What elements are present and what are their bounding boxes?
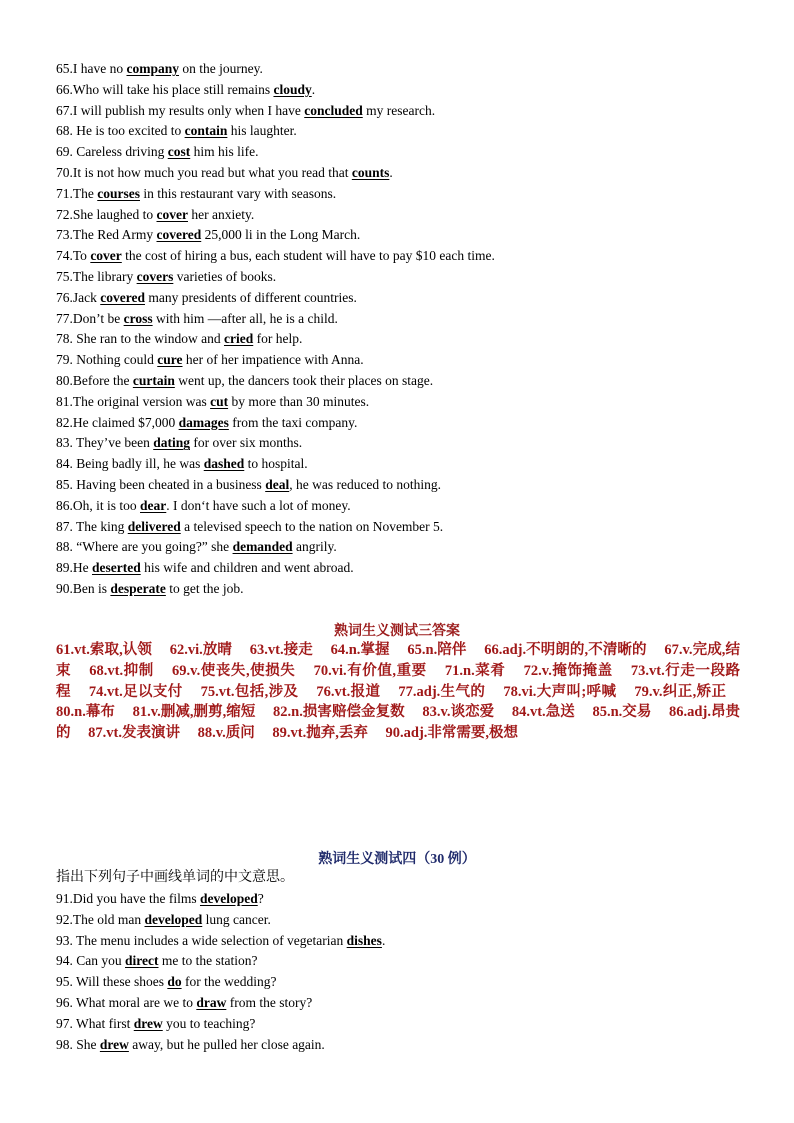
sentence-number: 66.	[56, 81, 73, 97]
sentence-text: .	[311, 81, 316, 97]
sentence-line	[56, 184, 756, 205]
sentence-number: 93.	[56, 932, 73, 948]
sentence-number: 97.	[56, 1015, 73, 1031]
sentence-text: He is too excited to	[72, 123, 185, 139]
sentence-text: angrily.	[292, 539, 337, 555]
answer-item: 79.v.纠正,矫正	[634, 683, 727, 700]
sentence-number: 84.	[56, 456, 73, 472]
sentence-line	[56, 993, 756, 1014]
underlined-word: dear	[140, 497, 167, 513]
sentence-text: with him —after all, he is a child.	[152, 310, 338, 326]
sentence-number: 87.	[56, 518, 73, 534]
sentence-text: , he was reduced to nothing.	[289, 476, 442, 492]
sentence-line	[56, 537, 756, 558]
underlined-word: dishes	[346, 932, 382, 948]
answer-item: 69.v.使丧失,使损失	[172, 662, 296, 679]
sentence-text: her anxiety.	[187, 206, 255, 222]
underlined-word: drew	[99, 1036, 129, 1052]
sentence-line	[56, 889, 756, 910]
underlined-word: do	[167, 974, 182, 990]
sentence-text: He	[72, 560, 92, 576]
answer-item: 87.vt.发表演讲	[88, 725, 180, 742]
sentence-number: 95.	[56, 974, 73, 990]
test4-instruction: 指出下列句子中画线单词的中文意思。	[56, 870, 294, 885]
underlined-word: developed	[199, 891, 258, 906]
sentence-line	[56, 413, 756, 434]
sentence-line	[56, 288, 756, 309]
sentence-text: my research.	[362, 102, 436, 118]
sentence-text: The library	[72, 268, 137, 284]
answer-item: 88.v.质问	[197, 725, 255, 742]
sentence-text: away, but he pulled her close again.	[128, 1036, 325, 1052]
sentence-number: 86.	[56, 497, 73, 513]
sentence-number: 85.	[56, 476, 73, 492]
underlined-word: demanded	[232, 539, 293, 555]
sentence-text: ?	[257, 891, 264, 906]
underlined-word: cover	[156, 206, 188, 222]
answer-item: 86.adj.昂贵的	[56, 704, 741, 742]
underlined-word: drew	[133, 1015, 163, 1031]
answers-title: 熟词生义测试三答案	[334, 624, 460, 639]
sentence-line	[56, 267, 756, 288]
sentence-text: Having been cheated in a business	[72, 476, 266, 492]
sentence-text: from the taxi company.	[228, 414, 358, 430]
sentence-text: for over six months.	[189, 435, 303, 451]
underlined-word: cloudy	[273, 81, 312, 97]
sentence-number: 70.	[56, 164, 73, 180]
sentence-text: What first	[72, 1015, 134, 1031]
sentence-line	[56, 910, 756, 931]
sentence-text: me to the station?	[158, 953, 258, 969]
sentence-number: 92.	[56, 911, 73, 927]
underlined-word: developed	[144, 911, 203, 927]
underlined-word: curtain	[132, 372, 175, 388]
sentence-number: 73.	[56, 227, 73, 243]
sentence-text: for help.	[253, 331, 303, 347]
sentence-line	[56, 142, 756, 163]
sentence-line	[56, 931, 756, 952]
sentence-number: 94.	[56, 953, 73, 969]
sentence-line	[56, 121, 756, 142]
answer-item: 73.vt.行走一段路程	[56, 662, 741, 700]
sentence-text: her of her impatience with Anna.	[182, 352, 364, 368]
test4-title: 熟词生义测试四（30 例）	[318, 852, 476, 867]
underlined-word: courses	[97, 185, 140, 201]
sentence-text: Ben is	[72, 580, 111, 596]
sentence-number: 76.	[56, 289, 73, 305]
answer-item: 70.vi.有价值,重要	[313, 662, 427, 679]
sentence-text: She ran to the window and	[72, 331, 224, 347]
answer-item: 66.adj.不明朗的,不清晰的	[484, 642, 647, 658]
sentence-text: varieties of books.	[173, 268, 277, 284]
answer-item: 78.vi.大声叫;呼喊	[503, 683, 617, 700]
sentence-text: Before the	[72, 372, 133, 388]
sentence-text: many presidents of different countries.	[144, 289, 357, 305]
sentence-text: I will publish my results only when I have	[72, 102, 305, 118]
answer-item: 64.n.掌握	[330, 642, 390, 658]
sentence-text: “Where are you going?” she	[72, 539, 233, 555]
underlined-word: covers	[136, 268, 174, 284]
sentence-line	[56, 225, 756, 246]
sentence-text: lung cancer.	[202, 911, 271, 927]
sentence-text: Did you have the films	[72, 891, 200, 906]
sentence-text: to get the job.	[165, 580, 244, 596]
sentence-text: She laughed to	[72, 206, 157, 222]
sentence-number: 71.	[56, 185, 73, 201]
answer-item: 71.n.菜肴	[444, 662, 506, 679]
answer-item: 68.vt.抑制	[89, 662, 154, 679]
sentence-text: He claimed $7,000	[72, 414, 179, 430]
sentence-text: Who will take his place still remains	[72, 81, 274, 97]
sentence-line	[56, 433, 756, 454]
answer-item: 65.n.陪伴	[407, 642, 467, 658]
sentence-line	[56, 951, 756, 972]
underlined-word: damages	[178, 414, 229, 430]
sentence-text: on the journey.	[179, 61, 263, 76]
sentence-text: for the wedding?	[181, 974, 277, 990]
underlined-word: draw	[196, 994, 227, 1010]
sentence-text: I have no	[72, 61, 127, 76]
answer-item: 84.vt.急送	[511, 704, 575, 721]
sentence-line	[56, 558, 756, 579]
sentence-text: Oh, it is too	[72, 497, 141, 513]
underlined-word: cut	[210, 393, 229, 409]
answer-item: 67.v.完成,结束	[56, 642, 741, 679]
answer-item: 61.vt.索取,认领	[56, 642, 152, 658]
underlined-word: counts	[351, 164, 390, 180]
underlined-word: company	[126, 61, 179, 76]
sentence-text: .	[389, 164, 393, 180]
sentence-text: The original version was	[72, 393, 211, 409]
sentence-text: .	[381, 932, 386, 948]
underlined-word: desperate	[110, 580, 166, 596]
sentence-line	[56, 371, 756, 392]
answer-item: 77.adj.生气的	[398, 683, 486, 700]
sentence-line	[56, 496, 756, 517]
sentence-text: They’ve been	[72, 435, 154, 451]
sentence-line	[56, 101, 756, 122]
sentence-text: Being badly ill, he was	[72, 456, 204, 472]
sentence-text: It is not how much you read but what you read that	[72, 164, 352, 180]
sentence-line	[56, 309, 756, 330]
sentence-line	[56, 246, 756, 267]
test3-sentence-list	[56, 59, 756, 600]
sentence-text: you to teaching?	[162, 1015, 256, 1031]
sentence-text: Can you	[72, 953, 125, 969]
sentence-number: 72.	[56, 206, 73, 222]
answer-item: 72.v.掩饰掩盖	[523, 662, 613, 679]
sentence-text: Will these shoes	[72, 974, 168, 990]
sentence-number: 90.	[56, 580, 73, 596]
sentence-number: 88.	[56, 539, 73, 555]
answers-block	[56, 640, 740, 744]
underlined-word: cross	[123, 310, 153, 326]
sentence-text: The old man	[72, 911, 145, 927]
sentence-number: 74.	[56, 248, 73, 264]
sentence-number: 81.	[56, 393, 73, 409]
sentence-text: To	[72, 248, 91, 264]
underlined-word: dating	[153, 435, 190, 451]
sentence-number: 75.	[56, 268, 73, 284]
answer-item: 63.vt.接走	[249, 642, 313, 658]
sentence-number: 65.	[56, 61, 73, 76]
sentence-text: Don’t be	[72, 310, 124, 326]
sentence-text: The Red Army	[72, 227, 157, 243]
underlined-word: dashed	[203, 456, 245, 472]
answer-item: 85.n.交易	[592, 704, 652, 721]
sentence-number: 89.	[56, 560, 73, 576]
sentence-text: by more than 30 minutes.	[228, 393, 370, 409]
sentence-text: Careless driving	[72, 144, 168, 160]
underlined-word: cure	[157, 352, 183, 368]
underlined-word: contain	[184, 123, 228, 139]
sentence-text: She	[72, 1036, 100, 1052]
underlined-word: deal	[265, 476, 290, 492]
sentence-line	[56, 454, 756, 475]
sentence-text: went up, the dancers took their places on stage.	[174, 372, 434, 388]
underlined-word: direct	[125, 953, 159, 969]
sentence-line	[56, 1014, 756, 1035]
answer-item: 82.n.损害赔偿金复数	[273, 704, 405, 721]
sentence-number: 82.	[56, 414, 73, 430]
answer-item: 76.vt.报道	[316, 683, 381, 700]
sentence-text: the cost of hiring a bus, each student will have to pay $10 each time.	[121, 248, 495, 264]
sentence-text: The menu includes a wide selection of vegetarian	[72, 932, 347, 948]
underlined-word: covered	[156, 227, 202, 243]
sentence-text: from the story?	[226, 994, 313, 1010]
sentence-number: 98.	[56, 1036, 73, 1052]
test4-sentence-list	[56, 889, 756, 1055]
answer-item: 81.v.删减,删剪,缩短	[132, 704, 256, 721]
underlined-word: cost	[167, 144, 191, 160]
sentence-line	[56, 475, 756, 496]
answer-item: 80.n.幕布	[56, 704, 115, 721]
answer-item: 75.vt.包括,涉及	[200, 683, 299, 700]
sentence-number: 83.	[56, 435, 73, 451]
sentence-line	[56, 1035, 756, 1056]
underlined-word: delivered	[127, 518, 181, 534]
sentence-line	[56, 579, 756, 600]
sentence-line	[56, 163, 756, 184]
sentence-text: 25,000 li in the Long March.	[201, 227, 361, 243]
sentence-text: The king	[72, 518, 128, 534]
sentence-text: Nothing could	[72, 352, 158, 368]
sentence-text: a televised speech to the nation on November 5.	[180, 518, 444, 534]
answer-item: 62.vi.放晴	[169, 642, 233, 658]
sentence-text: What moral are we to	[72, 994, 197, 1010]
sentence-text: his wife and children and went abroad.	[140, 560, 354, 576]
sentence-text: . I don‘t have such a lot of money.	[166, 497, 351, 513]
underlined-word: covered	[100, 289, 145, 305]
underlined-word: cover	[90, 248, 122, 264]
sentence-line	[56, 80, 756, 101]
sentence-text: Jack	[72, 289, 101, 305]
underlined-word: deserted	[92, 560, 141, 576]
sentence-number: 69.	[56, 144, 73, 160]
sentence-line	[56, 205, 756, 226]
sentence-text: his laughter.	[227, 123, 297, 139]
answer-item: 83.v.谈恋爱	[422, 704, 495, 721]
sentence-number: 67.	[56, 102, 73, 118]
sentence-line	[56, 350, 756, 371]
sentence-number: 77.	[56, 310, 73, 326]
underlined-word: cried	[223, 331, 254, 347]
sentence-text: him his life.	[190, 144, 259, 160]
sentence-text: in this restaurant vary with seasons.	[140, 185, 337, 201]
sentence-line	[56, 517, 756, 538]
sentence-line	[56, 59, 756, 80]
underlined-word: concluded	[304, 102, 363, 118]
sentence-line	[56, 972, 756, 993]
sentence-text: to hospital.	[244, 456, 308, 472]
sentence-number: 96.	[56, 994, 73, 1010]
sentence-number: 80.	[56, 372, 73, 388]
sentence-line	[56, 392, 756, 413]
answer-item: 74.vt.足以支付	[88, 683, 183, 700]
sentence-number: 78.	[56, 331, 73, 347]
sentence-number: 91.	[56, 891, 73, 906]
sentence-number: 79.	[56, 352, 73, 368]
sentence-text: The	[72, 185, 98, 201]
sentence-line	[56, 329, 756, 350]
sentence-number: 68.	[56, 123, 73, 139]
answer-item: 89.vt.抛弃,丢弃	[272, 725, 368, 742]
answer-item: 90.adj.非常需要,极想	[385, 725, 519, 742]
